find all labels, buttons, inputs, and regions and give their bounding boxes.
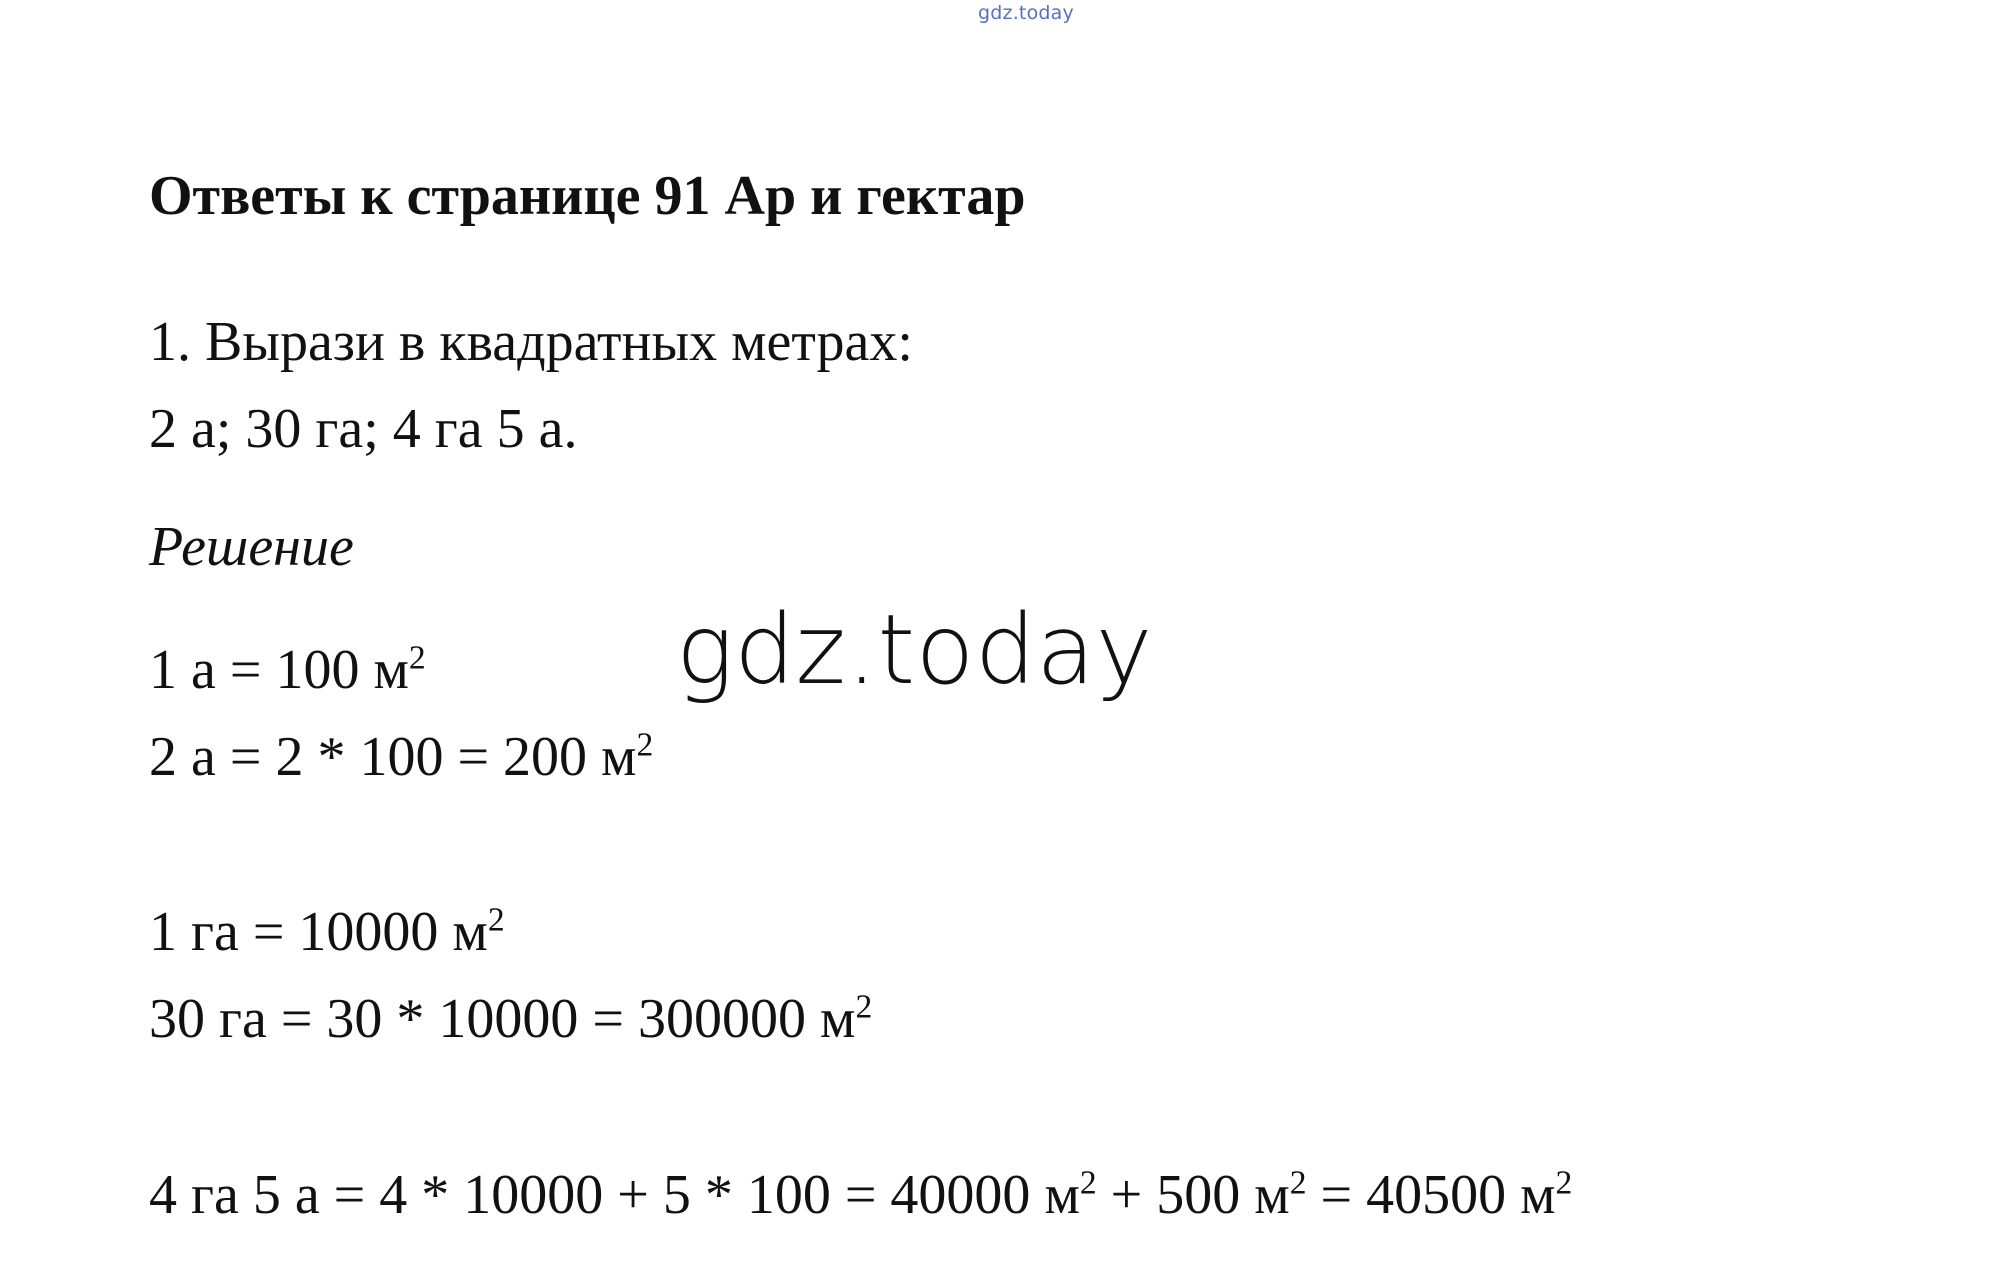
task-values: 2 а; 30 га; 4 га 5 а.	[149, 398, 578, 460]
exponent: 2	[408, 639, 426, 677]
unit: м	[601, 726, 637, 788]
unit: м	[820, 988, 856, 1050]
solution-line-3	[149, 901, 505, 963]
task-heading: 1. Вырази в квадратных метрах:	[149, 311, 913, 373]
unit: м	[1520, 1164, 1556, 1226]
solution-line-3-text: 1 га = 10000	[149, 901, 453, 963]
exponent: 2	[636, 726, 654, 764]
unit: м	[452, 901, 488, 963]
unit: м	[1044, 1164, 1080, 1226]
solution-line-5-text-c: = 40500	[1306, 1164, 1521, 1226]
solution-line-2-text: 2 а = 2 * 100 = 200	[149, 726, 602, 788]
page-title: Ответы к странице 91 Ар и гектар	[149, 165, 1026, 227]
unit: м	[373, 639, 409, 701]
exponent: 2	[855, 988, 873, 1026]
exponent: 2	[1079, 1164, 1097, 1202]
solution-line-1-text: 1 а = 100	[149, 639, 374, 701]
exponent: 2	[487, 901, 505, 939]
exponent: 2	[1555, 1164, 1573, 1202]
exponent: 2	[1289, 1164, 1307, 1202]
solution-line-5	[149, 1164, 1573, 1226]
watermark-center: gdz.today	[676, 594, 1153, 706]
solution-label: Решение	[149, 516, 354, 578]
solution-line-5-text-a: 4 га 5 а = 4 * 10000 + 5 * 100 = 40000	[149, 1164, 1045, 1226]
solution-line-4-text: 30 га = 30 * 10000 = 300000	[149, 988, 820, 1050]
solution-line-4	[149, 988, 873, 1050]
solution-line-5-text-b: + 500	[1096, 1164, 1255, 1226]
unit: м	[1254, 1164, 1290, 1226]
solution-line-2	[149, 726, 654, 788]
solution-line-1	[149, 639, 426, 701]
watermark-top: gdz.today	[978, 2, 1074, 24]
